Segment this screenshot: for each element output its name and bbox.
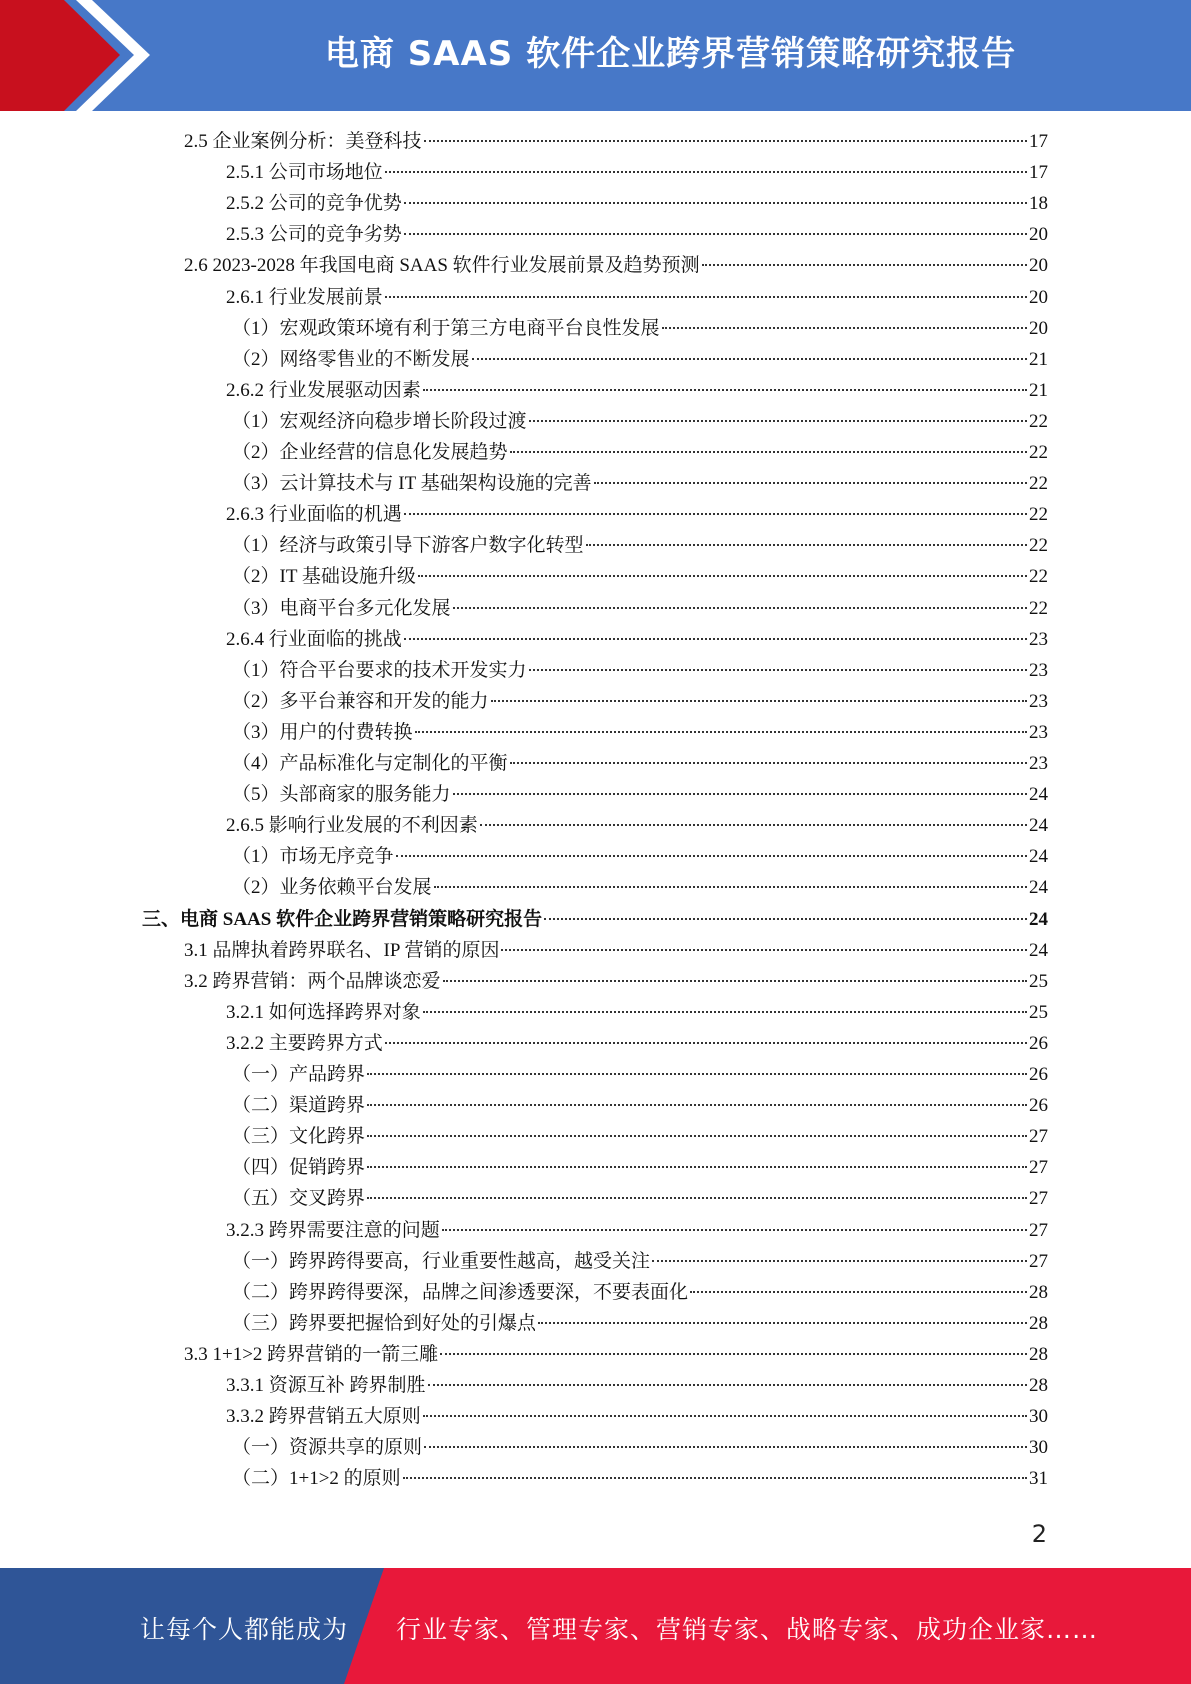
- toc-entry-page: 27: [1029, 1188, 1048, 1210]
- toc-entry[interactable]: [232, 315, 1048, 343]
- toc-entry-label: 3.3.1 资源互补 跨界制胜: [226, 1375, 426, 1396]
- toc-dot-leader: [396, 855, 1027, 857]
- toc-entry-page: 22: [1029, 566, 1048, 588]
- toc-entry-label: （4）产品标准化与定制化的平衡: [232, 753, 508, 774]
- toc-entry-page: 25: [1029, 970, 1048, 992]
- toc-entry-label: （四）促销跨界: [232, 1157, 366, 1179]
- toc-entry-label: 2.5.3 公司的竞争劣势: [226, 224, 402, 246]
- toc-dot-leader: [453, 793, 1027, 795]
- toc-dot-leader: [501, 949, 1027, 951]
- toc-entry-page: 24: [1029, 784, 1048, 806]
- toc-entry-label: （2）多平台兼容和开发的能力: [232, 690, 489, 712]
- toc-dot-leader: [538, 1322, 1027, 1324]
- toc-dot-leader: [423, 389, 1027, 391]
- toc-entry-label: （2）IT 基础设施升级: [232, 566, 416, 588]
- toc-entry-label: （1）经济与政策引导下游客户数字化转型: [232, 535, 584, 557]
- toc-dot-leader: [529, 669, 1027, 671]
- toc-entry-page: 23: [1029, 690, 1048, 712]
- footer-slogan-left: 让每个人都能成为: [140, 1615, 349, 1644]
- toc-entry-page: 24: [1029, 939, 1048, 961]
- toc-entry[interactable]: [232, 657, 1048, 685]
- toc-entry-label: 3.3 1+1>2 跨界营销的一箭三雕: [184, 1343, 439, 1365]
- toc-entry-page: 30: [1029, 1406, 1048, 1428]
- toc-dot-leader: [424, 140, 1027, 142]
- toc-dot-leader: [472, 358, 1027, 360]
- toc-entry-label: 三、电商 SAAS 软件企业跨界营销策略研究报告: [142, 908, 543, 930]
- toc-dot-leader: [403, 1477, 1027, 1479]
- toc-dot-leader: [367, 1104, 1027, 1106]
- toc-entry-label: （2）企业经营的信息化发展趋势: [232, 442, 508, 463]
- toc-entry-label: 2.5 企业案例分析：美登科技: [184, 131, 422, 152]
- toc-entry[interactable]: [232, 470, 1048, 498]
- toc-dot-leader: [652, 1260, 1027, 1262]
- toc-entry-label: （3）电商平台多元化发展: [232, 597, 451, 619]
- toc-entry-page: 22: [1029, 504, 1048, 526]
- toc-entry-page: 31: [1029, 1468, 1048, 1490]
- toc-entry[interactable]: [226, 377, 1048, 405]
- toc-entry[interactable]: [226, 501, 1048, 529]
- toc-entry[interactable]: [226, 221, 1048, 249]
- toc-entry-label: （1）符合平台要求的技术开发实力: [232, 659, 527, 681]
- toc-dot-leader: [662, 327, 1027, 329]
- toc-entry[interactable]: [184, 252, 1048, 280]
- toc-entry[interactable]: [232, 781, 1048, 809]
- toc-entry-page: 22: [1029, 410, 1048, 432]
- toc-dot-leader: [367, 1073, 1027, 1075]
- toc-dot-leader: [385, 1042, 1027, 1044]
- toc-dot-leader: [434, 886, 1027, 888]
- toc-entry-label: （5）头部商家的服务能力: [232, 784, 451, 806]
- toc-entry-label: 3.1 品牌执着跨界联名、IP 营销的原因: [184, 939, 500, 961]
- toc-entry-label: 3.2.1 如何选择跨界对象: [226, 1001, 421, 1023]
- toc-entry-page: 28: [1029, 1375, 1048, 1396]
- toc-entry-label: 2.6.2 行业发展驱动因素: [226, 379, 421, 401]
- toc-dot-leader: [586, 544, 1027, 546]
- toc-entry-page: 23: [1029, 753, 1048, 774]
- toc-entry[interactable]: [232, 843, 1048, 871]
- toc-dot-leader: [690, 1291, 1027, 1293]
- toc-entry-label: （1）市场无序竞争: [232, 846, 394, 868]
- toc-entry-page: 28: [1029, 1281, 1048, 1303]
- toc-dot-leader: [404, 638, 1027, 640]
- toc-entry-label: （二）跨界跨得要深，品牌之间渗透要深，不要表面化: [232, 1281, 689, 1303]
- toc-entry[interactable]: [232, 1310, 1048, 1338]
- toc-dot-leader: [415, 731, 1027, 733]
- toc-dot-leader: [385, 171, 1027, 173]
- toc-dot-leader: [423, 1415, 1027, 1417]
- toc-entry[interactable]: [232, 1061, 1048, 1089]
- page-header: [0, 0, 1191, 111]
- toc-entry[interactable]: [226, 190, 1048, 218]
- toc-dot-leader: [367, 1166, 1027, 1168]
- toc-entry[interactable]: [226, 159, 1048, 187]
- toc-entry-page: 27: [1029, 1250, 1048, 1272]
- toc-entry-label: （三）跨界要把握恰到好处的引爆点: [232, 1312, 537, 1334]
- toc-dot-leader: [385, 296, 1027, 298]
- toc-entry[interactable]: [232, 719, 1048, 747]
- toc-dot-leader: [544, 918, 1027, 920]
- toc-dot-leader: [510, 451, 1027, 453]
- toc-entry-page: 17: [1029, 131, 1048, 152]
- toc-entry[interactable]: [226, 999, 1048, 1027]
- toc-entry[interactable]: [226, 626, 1048, 654]
- toc-entry-page: 27: [1029, 1219, 1048, 1241]
- toc-entry[interactable]: [226, 1030, 1048, 1058]
- toc-entry-label: 2.6.5 影响行业发展的不利因素: [226, 815, 478, 837]
- toc-entry-label: 2.6.4 行业面临的挑战: [226, 628, 402, 650]
- toc-entry[interactable]: [142, 906, 1048, 934]
- toc-entry[interactable]: [232, 1248, 1048, 1276]
- toc-entry-label: 2.5.2 公司的竞争优势: [226, 193, 402, 215]
- toc-entry-label: （3）云计算技术与 IT 基础架构设施的完善: [232, 473, 592, 495]
- document-title: 电商 SAAS 软件企业跨界营销策略研究报告: [324, 34, 1017, 74]
- toc-entry-label: （1）宏观经济向稳步增长阶段过渡: [232, 410, 527, 432]
- toc-entry[interactable]: [226, 812, 1048, 840]
- toc-dot-leader: [702, 264, 1027, 266]
- toc-entry-page: 22: [1029, 473, 1048, 495]
- toc-entry-page: 26: [1029, 1032, 1048, 1054]
- toc-entry[interactable]: [232, 532, 1048, 560]
- toc-entry[interactable]: [232, 1465, 1048, 1493]
- toc-dot-leader: [510, 762, 1027, 764]
- toc-entry-page: 24: [1029, 877, 1048, 899]
- toc-entry[interactable]: [232, 1092, 1048, 1120]
- toc-entry[interactable]: [184, 937, 1048, 965]
- page-footer: [0, 1568, 1191, 1684]
- toc-dot-leader: [529, 420, 1027, 422]
- toc-dot-leader: [440, 1353, 1027, 1355]
- toc-entry[interactable]: [232, 595, 1048, 623]
- toc-entry-page: 22: [1029, 442, 1048, 463]
- toc-entry-label: 2.5.1 公司市场地位: [226, 162, 383, 184]
- toc-entry[interactable]: [232, 439, 1048, 467]
- toc-entry-page: 28: [1029, 1312, 1048, 1334]
- toc-entry-label: （五）交叉跨界: [232, 1188, 366, 1210]
- toc-entry[interactable]: [232, 346, 1048, 374]
- toc-entry-page: 23: [1029, 628, 1048, 650]
- footer-slogan-right: 行业专家、管理专家、营销专家、战略专家、成功企业家……: [396, 1615, 1099, 1644]
- toc-entry-label: 3.2.2 主要跨界方式: [226, 1032, 383, 1054]
- toc-entry-page: 25: [1029, 1001, 1048, 1023]
- toc-entry-page: 27: [1029, 1126, 1048, 1148]
- toc-dot-leader: [453, 607, 1027, 609]
- toc-entry-page: 24: [1029, 846, 1048, 868]
- toc-entry-label: （3）用户的付费转换: [232, 721, 413, 743]
- toc-entry-page: 20: [1029, 286, 1048, 308]
- toc-dot-leader: [423, 1011, 1027, 1013]
- toc-entry[interactable]: [232, 1123, 1048, 1151]
- toc-entry[interactable]: [184, 968, 1048, 996]
- toc-entry-label: 3.2.3 跨界需要注意的问题: [226, 1219, 440, 1241]
- toc-entry-label: （一）跨界跨得要高，行业重要性越高，越受关注: [232, 1250, 651, 1272]
- toc-entry-page: 24: [1029, 908, 1048, 930]
- toc-entry[interactable]: [232, 1279, 1048, 1307]
- page-number: 2: [1031, 1520, 1047, 1548]
- toc-dot-leader: [428, 1384, 1027, 1386]
- toc-entry-page: 21: [1029, 379, 1048, 401]
- toc-dot-leader: [404, 202, 1027, 204]
- toc-entry-label: （三）文化跨界: [232, 1126, 366, 1148]
- toc-dot-leader: [418, 575, 1027, 577]
- toc-entry-page: 20: [1029, 317, 1048, 339]
- toc-entry-page: 18: [1029, 193, 1048, 215]
- toc-entry-page: 22: [1029, 535, 1048, 557]
- toc-entry[interactable]: [226, 1217, 1048, 1245]
- toc-entry-page: 20: [1029, 224, 1048, 246]
- toc-entry[interactable]: [232, 1434, 1048, 1462]
- toc-entry[interactable]: [232, 1185, 1048, 1213]
- toc-dot-leader: [367, 1135, 1027, 1137]
- toc-entry-label: 2.6.1 行业发展前景: [226, 286, 383, 308]
- toc-entry-page: 26: [1029, 1095, 1048, 1117]
- toc-dot-leader: [404, 513, 1027, 515]
- toc-entry[interactable]: [184, 128, 1048, 156]
- toc-entry[interactable]: [232, 408, 1048, 436]
- toc-dot-leader: [424, 1446, 1027, 1448]
- toc-entry[interactable]: [232, 750, 1048, 778]
- toc-entry-label: 2.6 2023-2028 年我国电商 SAAS 软件行业发展前景及趋势预测: [184, 255, 700, 277]
- toc-entry-label: （2）业务依赖平台发展: [232, 877, 432, 899]
- toc-dot-leader: [443, 980, 1027, 982]
- toc-entry-label: （一）产品跨界: [232, 1064, 366, 1085]
- toc-entry-label: （2）网络零售业的不断发展: [232, 348, 470, 370]
- toc-entry[interactable]: [232, 688, 1048, 716]
- toc-entry[interactable]: [226, 1372, 1048, 1400]
- toc-entry[interactable]: [232, 563, 1048, 591]
- toc-entry-label: （一）资源共享的原则: [232, 1437, 423, 1459]
- toc-entry-page: 23: [1029, 721, 1048, 743]
- toc-dot-leader: [442, 1229, 1027, 1231]
- toc-entry-label: （二）渠道跨界: [232, 1095, 366, 1117]
- toc-entry-page: 26: [1029, 1064, 1048, 1085]
- toc-dot-leader: [491, 700, 1027, 702]
- toc-entry-page: 28: [1029, 1343, 1048, 1365]
- toc-entry-page: 24: [1029, 815, 1048, 837]
- toc-entry-page: 17: [1029, 162, 1048, 184]
- toc-entry-label: （二）1+1>2 的原则: [232, 1468, 401, 1490]
- toc-entry-page: 23: [1029, 659, 1048, 681]
- toc-entry[interactable]: [226, 284, 1048, 312]
- header-arrow-icon: [0, 0, 160, 111]
- toc-entry-label: （1）宏观政策环境有利于第三方电商平台良性发展: [232, 317, 660, 339]
- toc-entry-page: 21: [1029, 348, 1048, 370]
- toc-entry-label: 2.6.3 行业面临的机遇: [226, 504, 402, 526]
- toc-entry[interactable]: [226, 1403, 1048, 1431]
- toc-dot-leader: [594, 482, 1027, 484]
- toc-entry-label: 3.2 跨界营销：两个品牌谈恋爱: [184, 970, 441, 992]
- toc-dot-leader: [480, 824, 1027, 826]
- toc-entry-page: 20: [1029, 255, 1048, 277]
- toc-entry[interactable]: [184, 1341, 1048, 1369]
- toc-entry-label: 3.3.2 跨界营销五大原则: [226, 1406, 421, 1428]
- toc-entry-page: 27: [1029, 1157, 1048, 1179]
- toc-dot-leader: [367, 1197, 1027, 1199]
- toc-entry-page: 22: [1029, 597, 1048, 619]
- toc-dot-leader: [404, 233, 1027, 235]
- toc-entry[interactable]: [232, 1154, 1048, 1182]
- toc-entry[interactable]: [232, 874, 1048, 902]
- toc-entry-page: 30: [1029, 1437, 1048, 1459]
